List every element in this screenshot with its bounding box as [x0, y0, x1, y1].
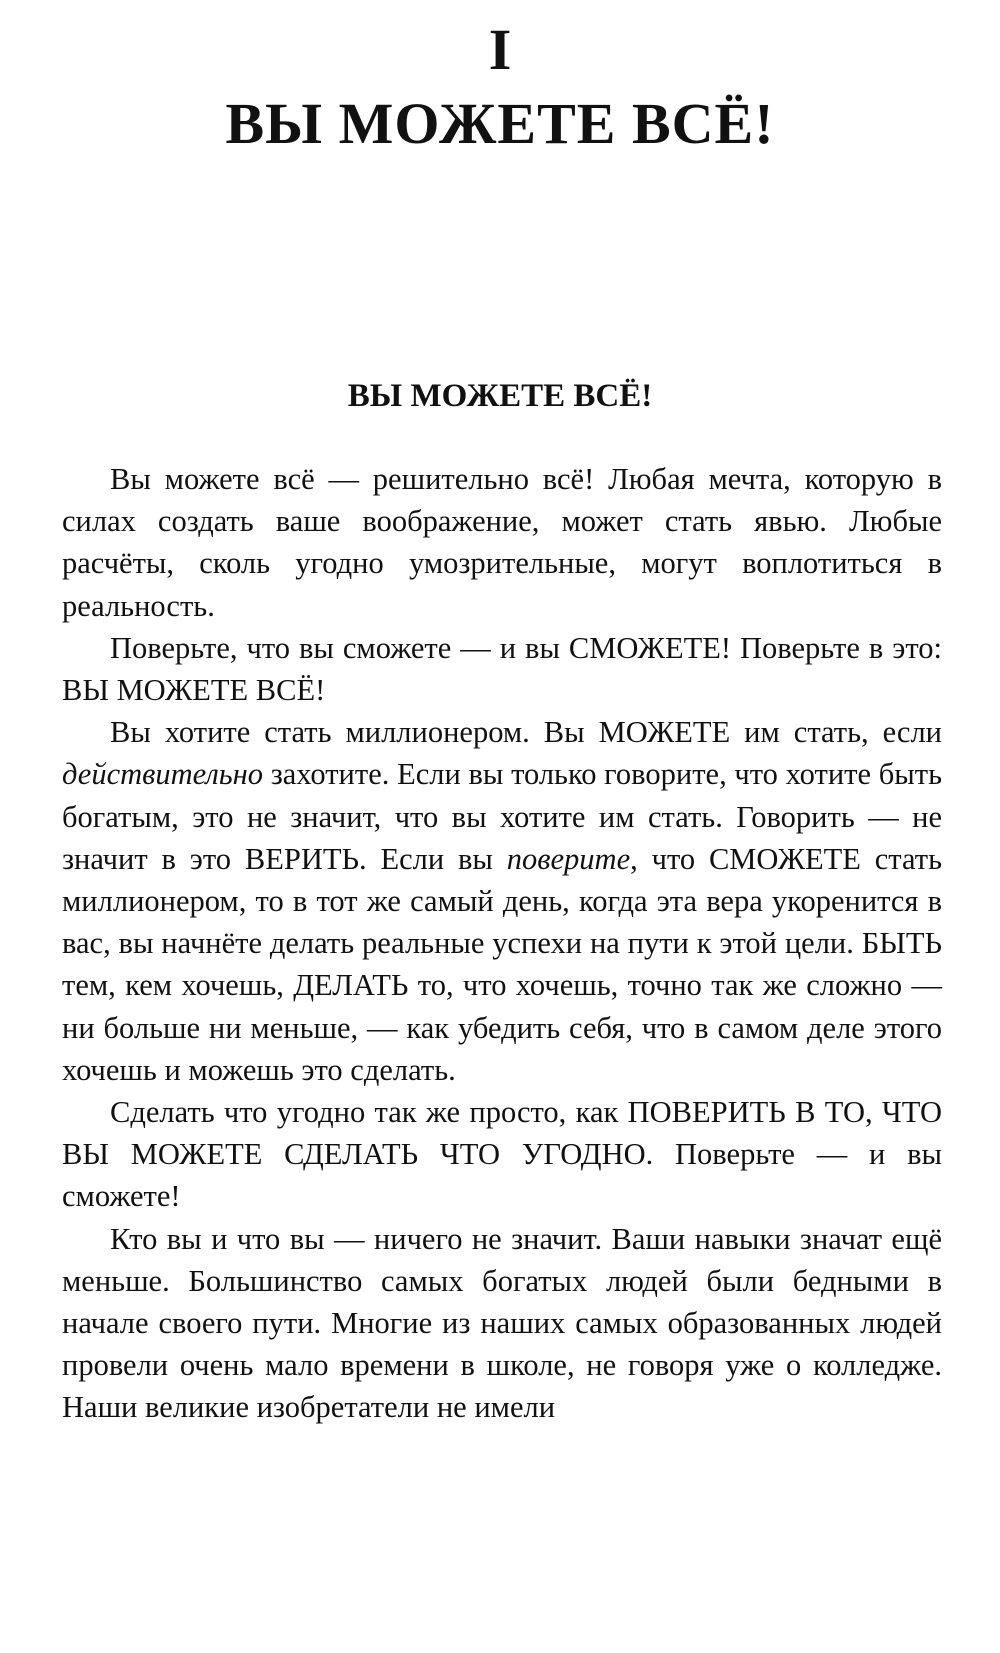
paragraph-5: Кто вы и что вы — ничего не значит. Ваши навыки значат ещё меньше. Большинство самых богатых людей были бедными в начале своего пути. Многие из наших самых образованных людей провели очень мало времени в школе, не говоря уже о колледже. Наши великие изобретатели не имели: [62, 1221, 942, 1425]
paragraph-3-part-a: Вы хотите стать миллионером. Вы МОЖЕТЕ им стать, если: [110, 715, 942, 750]
emphasis-really: действительно: [62, 757, 264, 792]
emphasis-believe: поверите: [506, 841, 631, 876]
paragraph-2: Поверьте, что вы сможете — и вы СМОЖЕТЕ! Поверьте в это: ВЫ МОЖЕТЕ ВСЁ!: [62, 630, 942, 708]
paragraph-3-part-c: захотите. Если вы только говорите, что хотите быть богатым, это не значит, что вы хотите им стать. Говорить — не значит в это ВЕРИТЬ. Если вы: [62, 757, 942, 876]
body-text: [62, 458, 942, 1429]
paragraph-3-part-e: , что СМОЖЕТЕ стать миллионером, то в тот же самый день, когда эта вера укоренится в вас, вы начнёте делать реальные успехи на пути к этой цели. БЫТЬ тем, кем хочешь, ДЕЛАТЬ то, что хочешь, точно так же сложно — ни больше ни меньше, — как убедить себя, что в самом деле этого хочешь и можешь это сделать.: [62, 841, 942, 1087]
paragraph-1: Вы можете всё — решительно всё! Любая мечта, которую в силах создать ваше воображение, может стать явью. Любые расчёты, сколь угодно умозрительные, могут воплотиться в реальность.: [62, 462, 942, 623]
paragraph-3: [62, 711, 942, 1091]
section-title: ВЫ МОЖЕТЕ ВСЁ!: [347, 378, 653, 414]
paragraph-4: Сделать что угодно так же просто, как ПОВЕРИТЬ В ТО, ЧТО ВЫ МОЖЕТЕ СДЕЛАТЬ ЧТО УГОДНО. Поверьте — и вы сможете!: [62, 1095, 942, 1214]
chapter-title: ВЫ МОЖЕТЕ ВСЁ!: [225, 91, 775, 156]
chapter-number: I: [488, 17, 512, 82]
